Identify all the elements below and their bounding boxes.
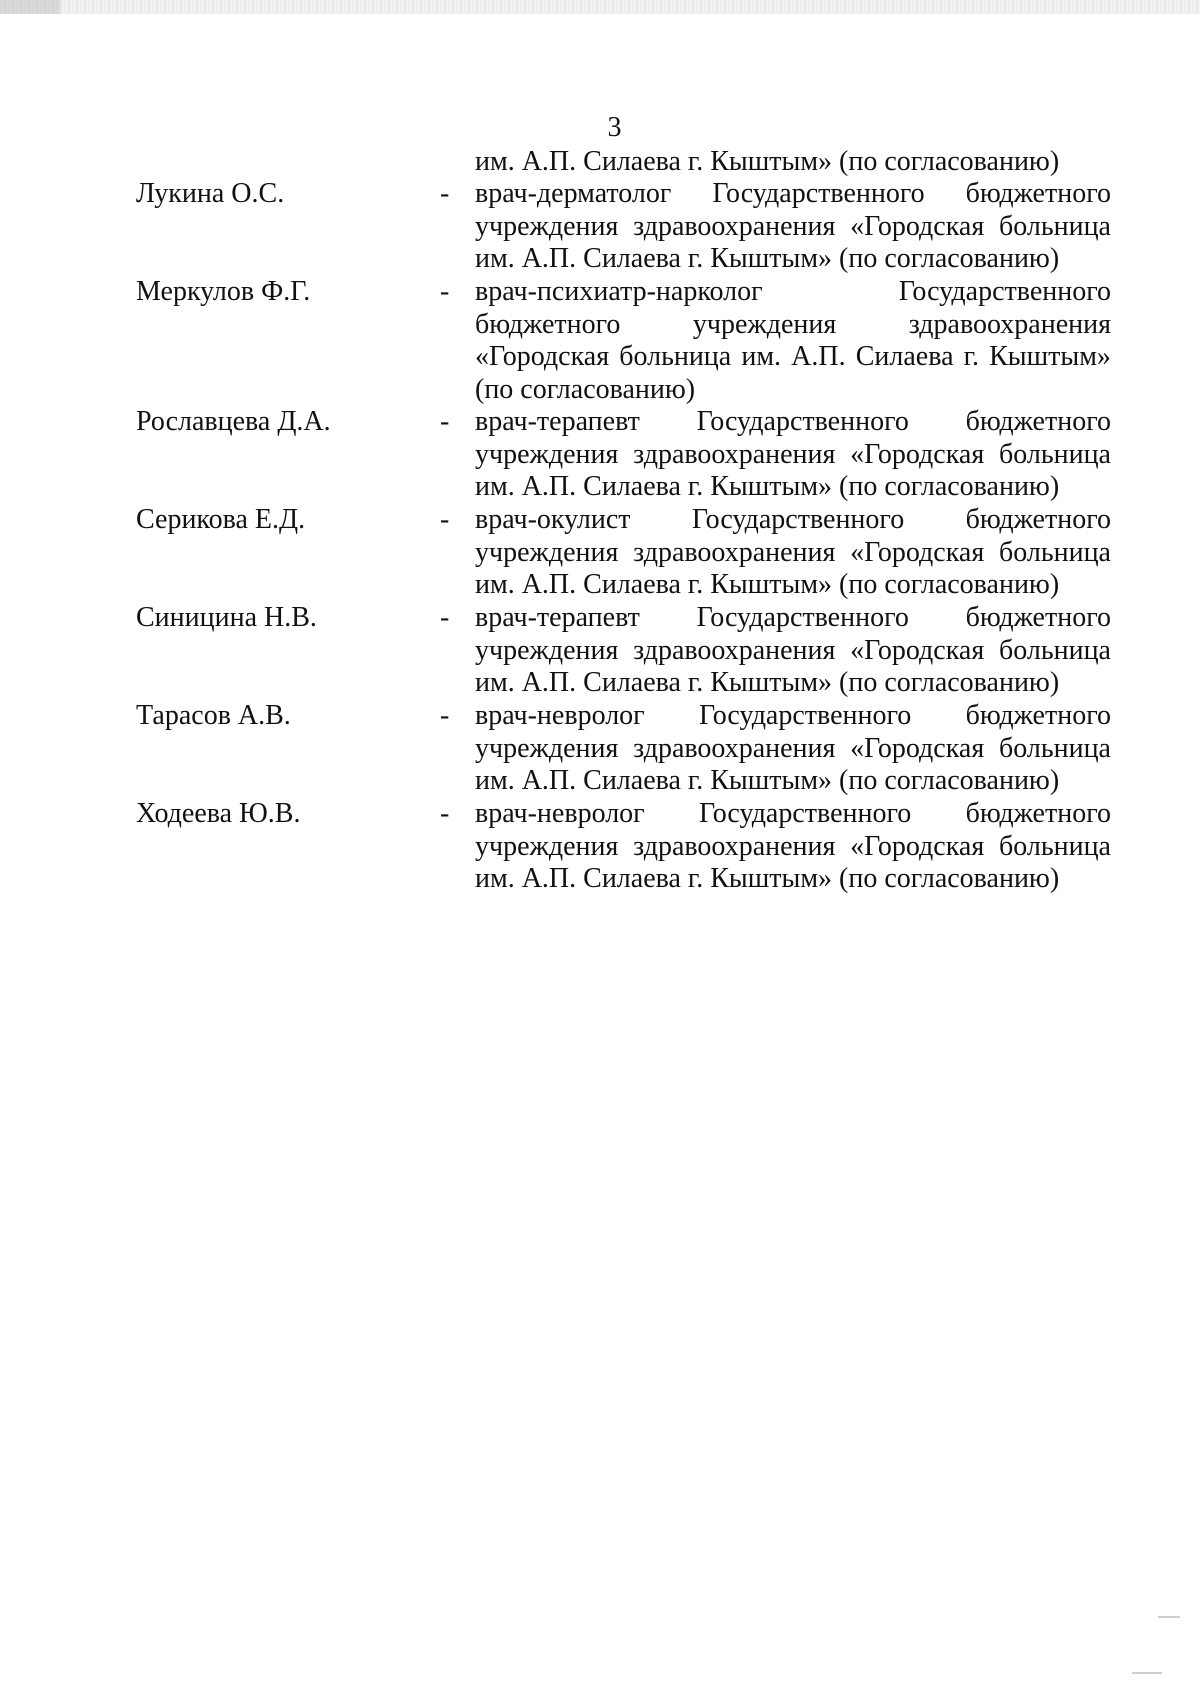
position-word: «Городская (850, 634, 985, 666)
position-line (475, 504, 1111, 537)
member-position (475, 798, 1111, 896)
position-line (475, 700, 1111, 733)
dash-separator: - (440, 700, 450, 731)
position-word: учреждения (475, 210, 619, 242)
position-word: Государственного (898, 276, 1111, 307)
position-word: врач-терапевт (475, 602, 640, 633)
position-word: г. (963, 341, 979, 373)
position-word: «Городская (850, 210, 985, 242)
position-word: учреждения (692, 308, 837, 340)
position-word: больница (998, 536, 1111, 568)
position-word: здравоохранения (633, 210, 836, 242)
position-word: врач-психиатр-нарколог (475, 276, 763, 307)
position-word: бюджетного (965, 406, 1111, 437)
position-word: врач-терапевт (475, 406, 640, 437)
position-word: Государственного (698, 700, 912, 731)
scan-speck (1132, 1672, 1162, 1674)
position-line: им. А.П. Силаева г. Кыштым» (по согласованию) (475, 243, 1060, 275)
dash-separator: - (440, 504, 450, 535)
position-word: «Городская (850, 830, 985, 862)
dash-separator: - (440, 276, 450, 307)
position-word: больница (998, 830, 1111, 862)
member-name: Ходеева Ю.В. (136, 798, 301, 829)
position-word: здравоохранения (633, 634, 836, 666)
position-line (475, 211, 1111, 244)
position-word: здравоохранения (633, 830, 836, 862)
member-name: Серикова Е.Д. (136, 504, 306, 535)
position-word: бюджетного (475, 308, 621, 340)
position-word: врач-дерматолог (475, 178, 672, 209)
position-line (475, 439, 1111, 472)
position-line: им. А.П. Силаева г. Кыштым» (по согласованию) (475, 471, 1060, 503)
position-line (475, 831, 1111, 864)
position-word: больница (998, 210, 1111, 242)
scan-edge-artifact (0, 0, 1200, 14)
position-word: врач-невролог (475, 798, 645, 829)
position-word: Государственного (691, 504, 905, 535)
scan-speck (1158, 1616, 1180, 1618)
position-word: бюджетного (965, 602, 1111, 633)
position-word: Государственного (696, 602, 909, 633)
position-line (475, 341, 1111, 374)
member-position (475, 276, 1111, 406)
position-line: им. А.П. Силаева г. Кыштым» (по согласованию) (475, 765, 1060, 797)
position-line (475, 537, 1111, 570)
position-line (475, 309, 1111, 342)
member-position (475, 700, 1111, 798)
member-position (475, 602, 1111, 700)
position-word: бюджетного (965, 700, 1111, 731)
position-word: Кыштым» (989, 341, 1111, 373)
position-word: больница (998, 438, 1111, 470)
position-line: им. А.П. Силаева г. Кыштым» (по согласованию) (475, 569, 1060, 601)
position-word: здравоохранения (633, 536, 836, 568)
position-line (475, 178, 1111, 211)
position-line (475, 406, 1111, 439)
position-word: «Городская (475, 341, 610, 373)
dash-separator: - (440, 798, 450, 829)
position-word: врач-невролог (475, 700, 645, 731)
member-name: Синицина Н.В. (136, 602, 317, 633)
dash-separator: - (440, 178, 450, 209)
position-line (475, 798, 1111, 831)
position-line (475, 733, 1111, 766)
position-word: Государственного (698, 798, 912, 829)
position-word: «Городская (850, 732, 985, 764)
member-position (475, 178, 1111, 276)
position-word: больница (619, 341, 732, 373)
member-name: Рославцева Д.А. (136, 406, 331, 437)
position-line: (по согласованию) (475, 373, 696, 405)
position-word: здравоохранения (908, 308, 1111, 340)
position-line: им. А.П. Силаева г. Кыштым» (по согласованию) (475, 667, 1060, 699)
member-name: Лукина О.С. (136, 178, 285, 209)
continuation-line: им. А.П. Силаева г. Кыштым» (по согласованию) (475, 146, 1060, 177)
position-word: врач-окулист (475, 504, 631, 535)
dash-separator: - (440, 602, 450, 633)
position-word: больница (998, 732, 1111, 764)
position-word: учреждения (475, 732, 619, 764)
position-word: А.П. (791, 341, 846, 373)
position-line (475, 635, 1111, 668)
position-word: Силаева (855, 341, 954, 373)
position-word: учреждения (475, 536, 619, 568)
position-word: учреждения (475, 830, 619, 862)
position-word: учреждения (475, 634, 619, 666)
position-word: бюджетного (965, 178, 1111, 209)
position-line (475, 276, 1111, 309)
position-line: им. А.П. Силаева г. Кыштым» (по согласованию) (475, 863, 1060, 895)
position-word: здравоохранения (633, 732, 836, 764)
position-word: бюджетного (965, 504, 1111, 535)
position-line (475, 602, 1111, 635)
position-word: «Городская (850, 536, 985, 568)
scan-corner-artifact (0, 0, 60, 14)
member-position (475, 406, 1111, 504)
page-number: 3 (607, 112, 622, 143)
position-word: Государственного (696, 406, 909, 437)
position-word: здравоохранения (633, 438, 836, 470)
dash-separator: - (440, 406, 450, 437)
member-name: Меркулов Ф.Г. (136, 276, 311, 307)
member-name: Тарасов А.В. (136, 700, 291, 731)
position-word: Государственного (712, 178, 925, 209)
member-position (475, 504, 1111, 602)
position-word: бюджетного (965, 798, 1111, 829)
position-word: учреждения (475, 438, 619, 470)
position-word: им. (741, 341, 782, 373)
position-word: больница (998, 634, 1111, 666)
position-word: «Городская (850, 438, 985, 470)
